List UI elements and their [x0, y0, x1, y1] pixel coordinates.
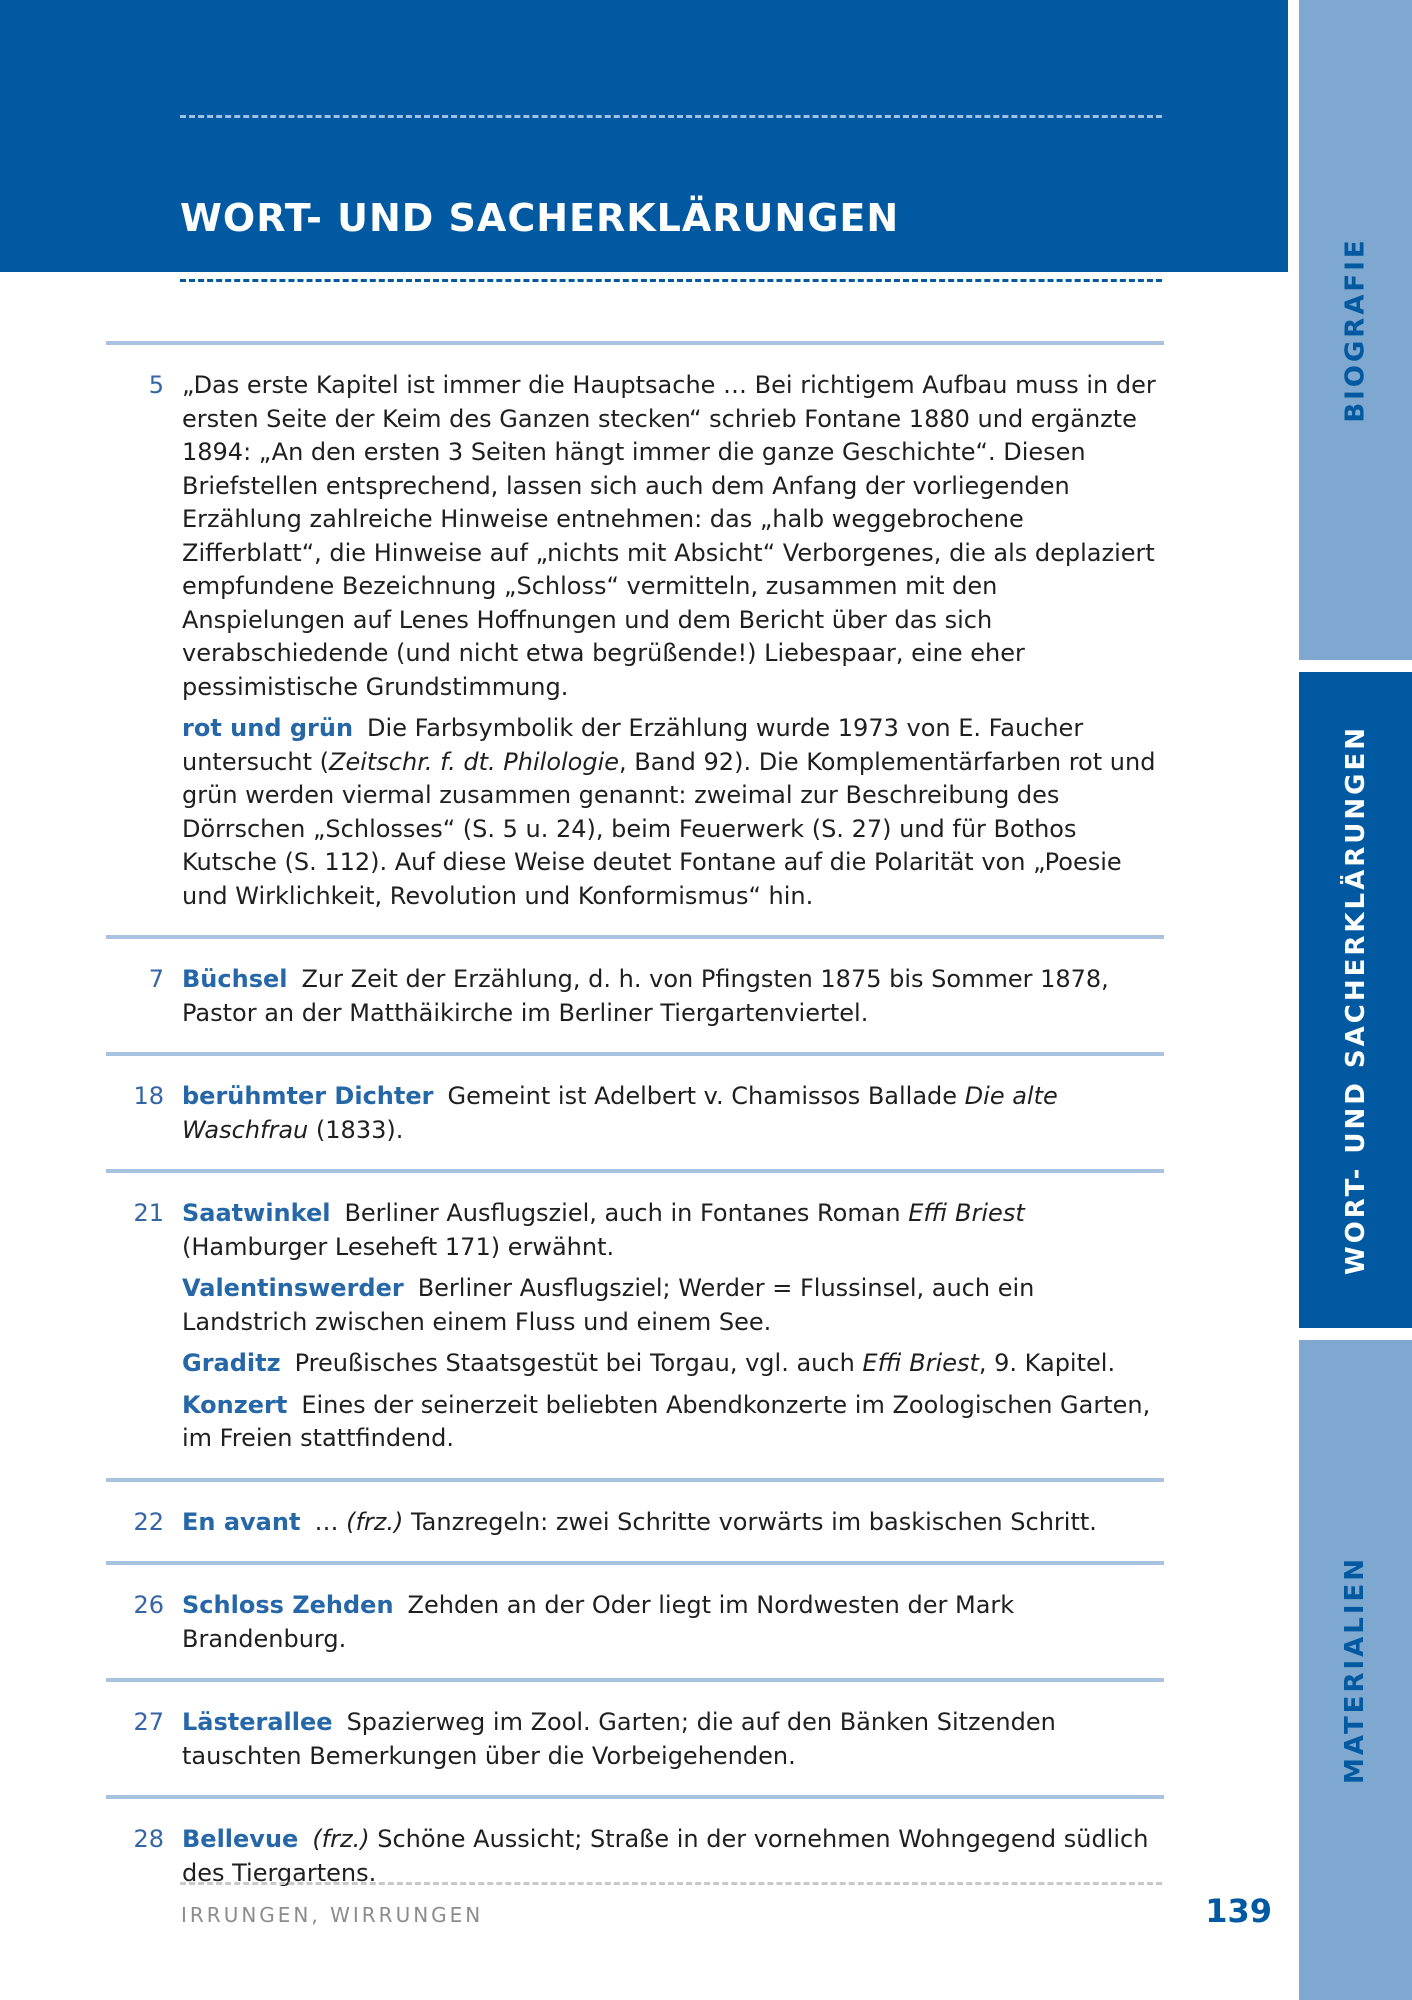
- glossary-entry: [106, 341, 1164, 935]
- entry-paragraph: [182, 1706, 1164, 1773]
- italic-text: Zeitschr. f. dt. Philologie: [329, 747, 620, 776]
- term-label: Lästerallee: [182, 1708, 333, 1736]
- entry-body: [182, 1823, 1164, 1890]
- italic-text: Effi Briest: [862, 1349, 979, 1377]
- entry-paragraph: [182, 1197, 1164, 1264]
- explanation-text: „Das erste Kapitel ist immer die Hauptsache … Bei richtigem Aufbau muss in der ersten Seite der Keim des Ganzen stecken“ schrieb Fontane 1880 und ergänzte 1894: „An den ersten 3 Seiten hängt immer die ganze Geschichte“. Diesen Briefstellen entsprechend, lassen sich auch dem Anfang der vorliegenden Erzählung zahlreiche Hinweise entnehmen: das „halb weggebrochene Zifferblatt“, die Hinweise auf „nichts mit Absicht“ Verborgenes, die als deplaziert empfundene Bezeichnung „Schloss“ vermitteln, zusammen mit den Anspielungen auf Lenes Hoffnungen und dem Bericht über das sich verabschiedende (und nicht etwa begrüßende!) Liebespaar, eine eher pessimistische Grundstimmung.: [182, 371, 1156, 701]
- term-label: berühmter Dichter: [182, 1082, 434, 1110]
- header-dash-top: [180, 115, 1162, 118]
- line-number: 21: [133, 1199, 164, 1227]
- italic-text: (frz.): [312, 1825, 370, 1853]
- entry-paragraph: [182, 1347, 1164, 1381]
- italic-text: Effi Briest: [908, 1199, 1025, 1227]
- line-number: 7: [148, 965, 164, 993]
- glossary-entry: [106, 1561, 1164, 1678]
- line-number: 27: [133, 1708, 164, 1736]
- explanation-text: Zehden an der Oder liegt im Nordwesten der Mark Brandenburg.: [182, 1591, 1015, 1653]
- italic-text: (frz.): [346, 1507, 404, 1536]
- entry-paragraph: [182, 1389, 1164, 1456]
- explanation-text: , 9. Kapitel.: [978, 1349, 1116, 1377]
- entry-body: [182, 1589, 1164, 1656]
- entry-body: [182, 1506, 1164, 1540]
- header-band: [0, 0, 1288, 272]
- entry-paragraph: [182, 1823, 1164, 1890]
- term-label: Büchsel: [182, 965, 288, 993]
- explanation-text: Berliner Ausflugsziel; Werder = Flussinsel, auch ein Landstrich zwischen einem Fluss und einem See.: [182, 1274, 1035, 1336]
- header-dash-bottom: [180, 279, 1162, 282]
- explanation-text: (Hamburger Leseheft 171) erwähnt.: [182, 1232, 615, 1261]
- glossary-entry: [106, 935, 1164, 1052]
- explanation-text: Berliner Ausflugsziel, auch in Fontanes Roman: [344, 1199, 909, 1227]
- tab-materialien[interactable]: [1299, 1340, 1412, 2000]
- entry-body: [182, 1080, 1164, 1147]
- tab-biografie[interactable]: [1299, 0, 1412, 660]
- footer-book-title: IRRUNGEN, WIRRUNGEN: [181, 1903, 484, 1927]
- term-label: Graditz: [182, 1349, 281, 1377]
- line-number: 18: [133, 1082, 164, 1110]
- entry-paragraph: [182, 963, 1164, 1030]
- glossary-list: [106, 341, 1164, 1912]
- line-number: 28: [133, 1825, 164, 1853]
- line-number: 22: [133, 1507, 164, 1536]
- explanation-text: Tanzregeln: zwei Schritte vorwärts im baskischen Schritt.: [403, 1507, 1097, 1536]
- glossary-entry: [106, 1478, 1164, 1562]
- sidebar: [1299, 0, 1412, 2000]
- tab-label: BIOGRAFIE: [1340, 237, 1371, 423]
- entry-paragraph: [182, 369, 1164, 704]
- glossary-entry: [106, 1678, 1164, 1795]
- term-label: Konzert: [182, 1390, 288, 1419]
- explanation-text: , Band 92). Die Komplementärfarben rot und grün werden viermal zusammen genannt: zweimal zur Beschreibung des Dörrschen „Schlosses“ (S. 5 u. 24), beim Feuerwerk (S. 27) und für Bothos Kutsche (S. 112). Auf diese Weise deutet Fontane auf die Polarität von „Poesie und Wirklichkeit, Revolution und Konformismus“ hin.: [182, 747, 1156, 910]
- entry-paragraph: [182, 1272, 1164, 1339]
- italic-text: Die alte Waschfrau: [182, 1082, 1058, 1144]
- term-label: Schloss Zehden: [182, 1591, 394, 1619]
- explanation-text: (1833).: [308, 1115, 404, 1144]
- entry-body: [182, 963, 1164, 1030]
- entry-paragraph: [182, 1506, 1164, 1540]
- explanation-text: Spazierweg im Zool. Garten; die auf den Bänken Sitzenden tauschten Bemerkungen über die Vorbeigehenden.: [182, 1708, 1056, 1770]
- entry-paragraph: [182, 1589, 1164, 1656]
- tab-label: WORT- UND SACHERKLÄRUNGEN: [1340, 725, 1371, 1275]
- entry-body: [182, 1706, 1164, 1773]
- entry-body: [182, 369, 1164, 913]
- footer-dash: [180, 1882, 1162, 1885]
- glossary-entry: [106, 1795, 1164, 1912]
- entry-paragraph: [182, 1080, 1164, 1147]
- line-number: 5: [148, 371, 164, 399]
- term-label: Valentinswerder: [182, 1274, 404, 1302]
- glossary-entry: [106, 1052, 1164, 1169]
- term-label: En avant: [182, 1507, 301, 1536]
- term-label: rot und grün: [182, 714, 354, 742]
- explanation-text: Zur Zeit der Erzählung, d. h. von Pfingsten 1875 bis Sommer 1878, Pastor an der Matthäikirche im Berliner Tiergartenviertel.: [182, 965, 1109, 1027]
- entry-body: [182, 1197, 1164, 1456]
- explanation-text: Schöne Aussicht; Straße in der vornehmen Wohngegend südlich des Tiergartens.: [182, 1825, 1149, 1887]
- explanation-text: Die Farbsymbolik der Erzählung wurde 1973 von E. Faucher untersucht (: [182, 714, 1084, 776]
- term-label: Saatwinkel: [182, 1199, 331, 1227]
- glossary-entry: [106, 1169, 1164, 1478]
- entry-paragraph: [182, 712, 1164, 913]
- explanation-text: …: [314, 1507, 347, 1536]
- explanation-text: Eines der seinerzeit beliebten Abendkonzerte im Zoologischen Garten, im Freien stattfindend.: [182, 1390, 1151, 1452]
- term-label: Bellevue: [182, 1825, 299, 1853]
- page-title: WORT- UND SACHERKLÄRUNGEN: [180, 196, 900, 240]
- tab-wort-und-sacherklaerungen[interactable]: [1299, 672, 1412, 1328]
- tab-label: MATERIALIEN: [1340, 1555, 1371, 1785]
- explanation-text: Preußisches Staatsgestüt bei Torgau, vgl. auch: [294, 1349, 863, 1377]
- explanation-text: Gemeint ist Adelbert v. Chamissos Ballade: [447, 1082, 965, 1110]
- line-number: 26: [133, 1591, 164, 1619]
- page-number: 139: [1205, 1892, 1272, 1930]
